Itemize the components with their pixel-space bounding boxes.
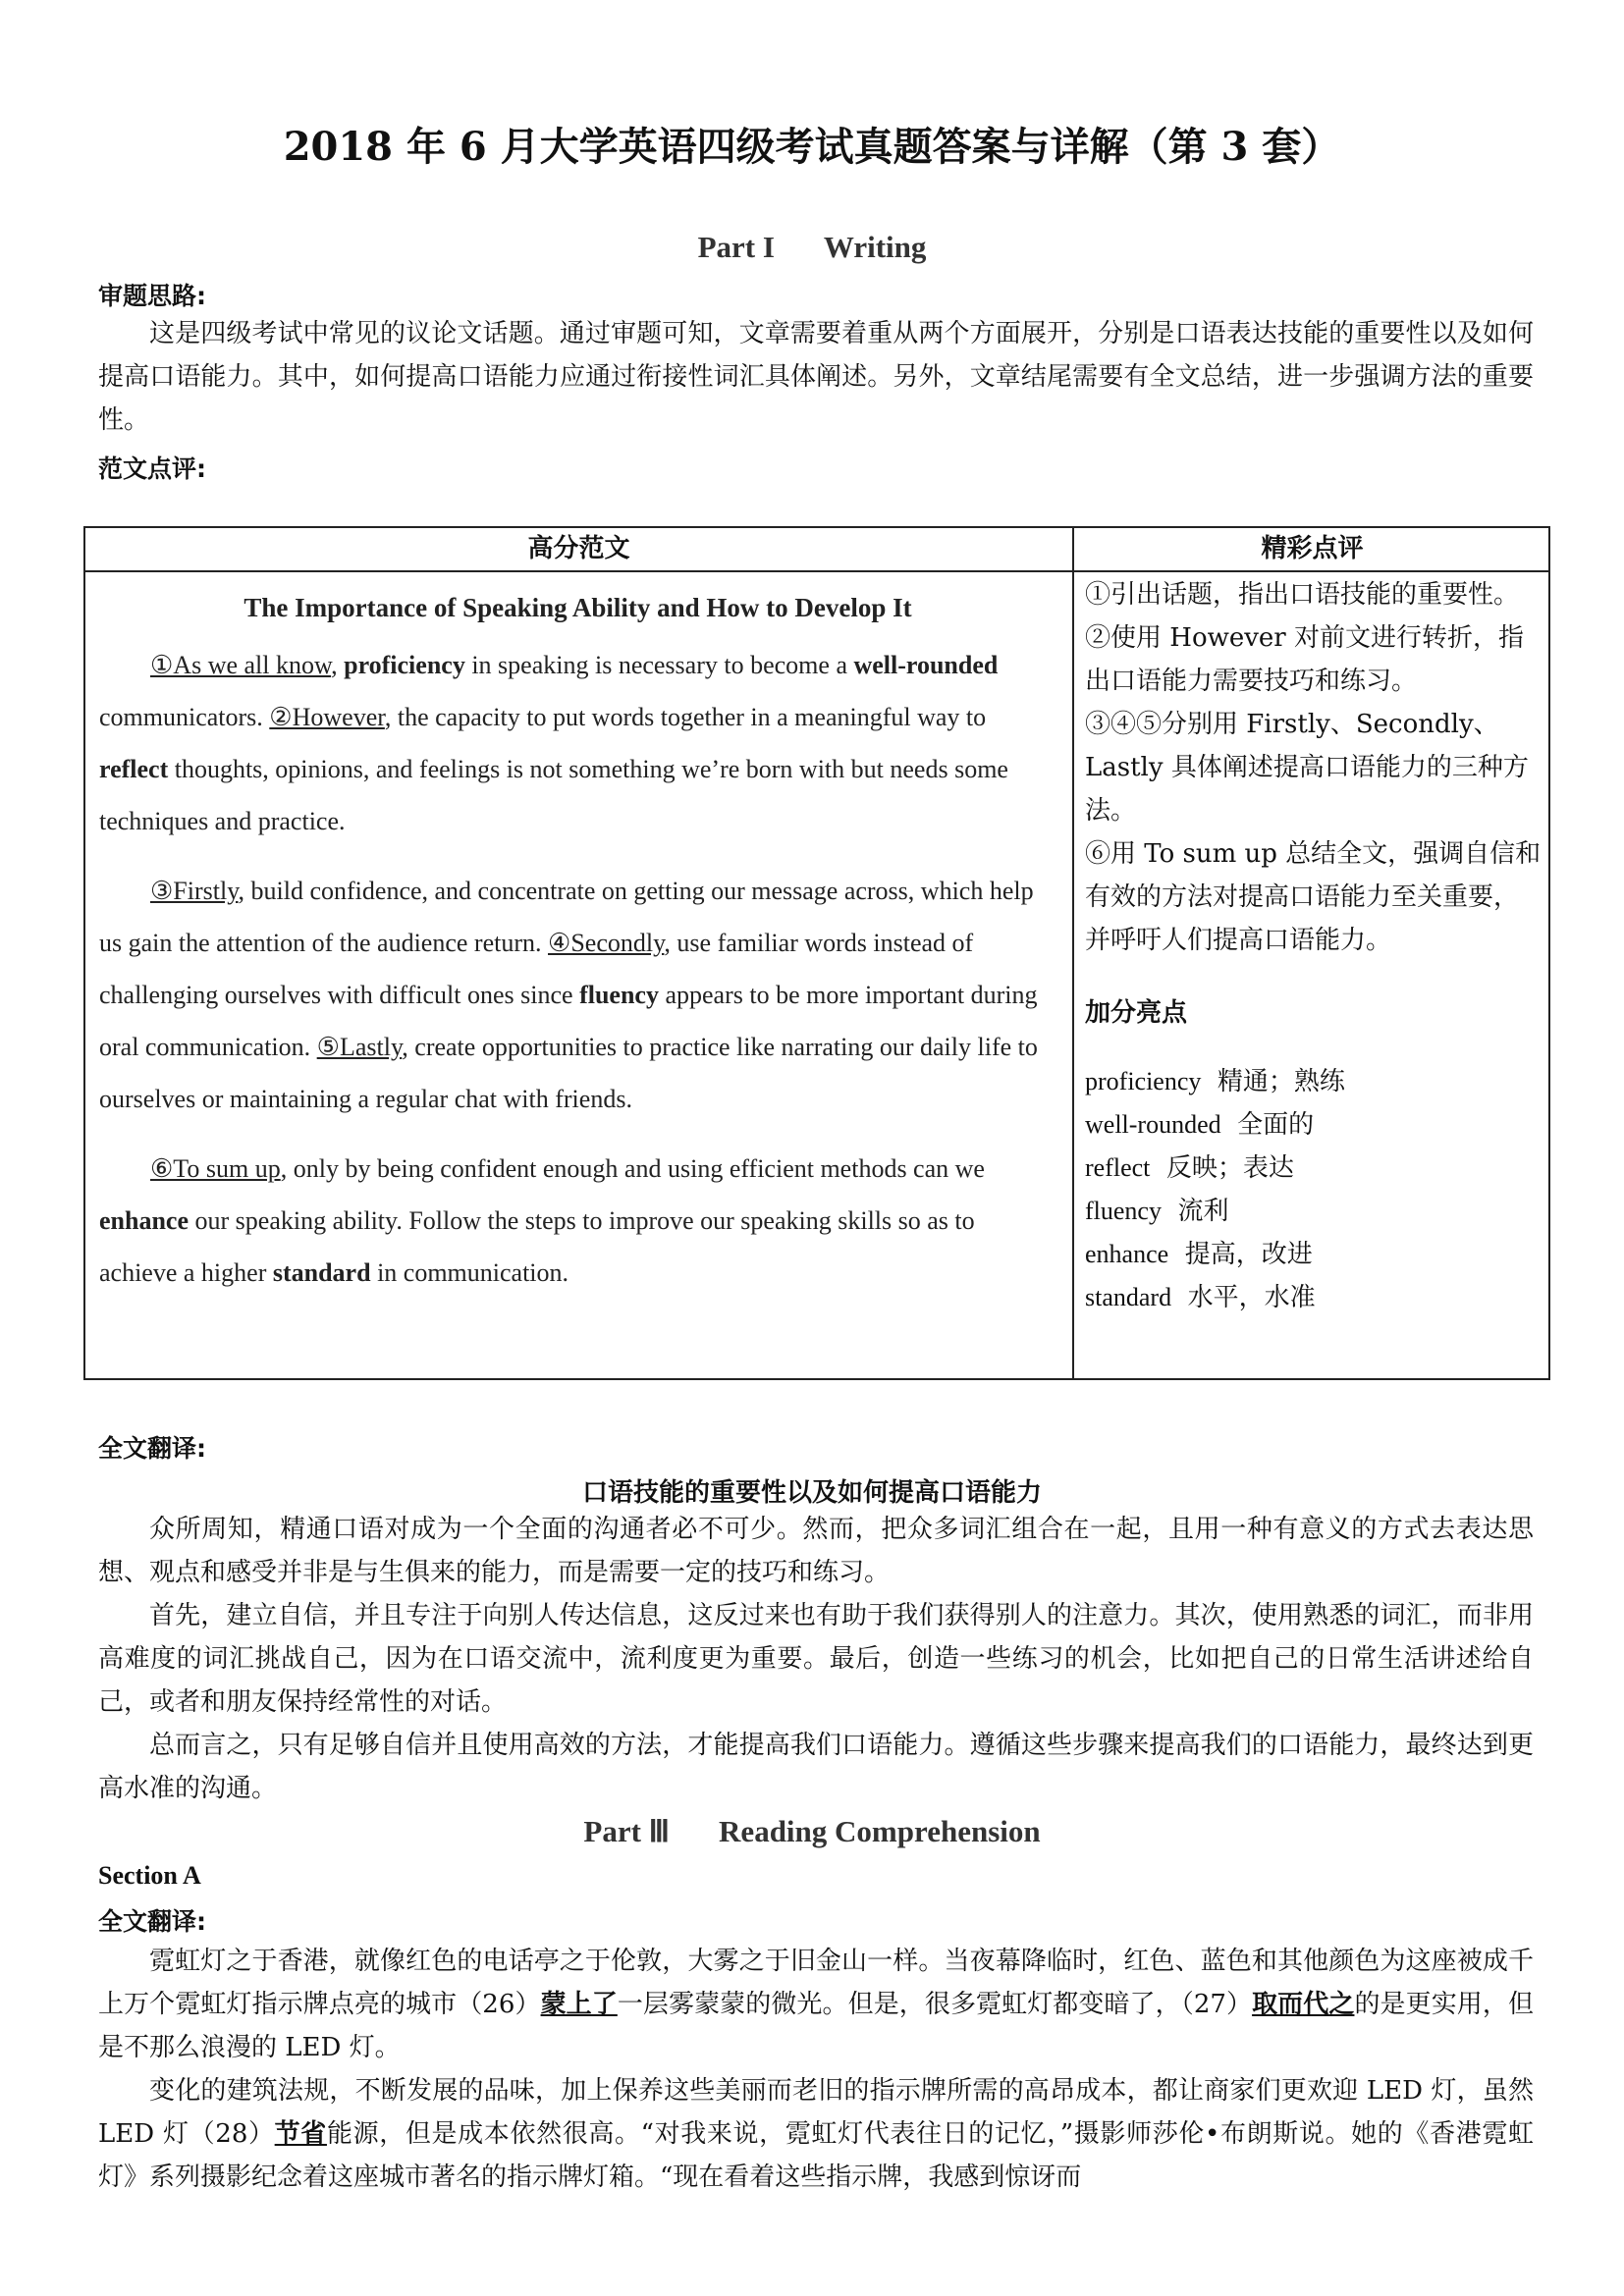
vocab-item: standard 水平，水准 bbox=[1085, 1283, 1316, 1312]
part1-name: Writing bbox=[823, 230, 927, 264]
marker-2: ②However bbox=[269, 703, 385, 731]
table-header-divider bbox=[85, 570, 1548, 572]
translation-paragraph-2: 首先，建立自信，并且专注于向别人传达信息，这反过来也有助于我们获得别人的注意力。其次，使用熟悉的词汇，而非用高难度的词汇挑战自己，因为在口语交流中，流利度更为重要。最后，创造一些练习的机会，比如把自己的日常生活讲述给自己，或者和朋友保持经常性的对话。 bbox=[98, 1601, 1534, 1717]
vocab-item: enhance 提高，改进 bbox=[1085, 1240, 1313, 1269]
marker-3: ③Firstly bbox=[150, 877, 239, 905]
comments-column bbox=[1085, 573, 1542, 1319]
marker-5: ⑤Lastly bbox=[316, 1033, 403, 1061]
part3-label: Part Ⅲ bbox=[583, 1814, 671, 1848]
vocab-item: fluency 流利 bbox=[1085, 1197, 1229, 1226]
part1-heading bbox=[0, 230, 1624, 265]
comment-item: ②使用 However 对前文进行转折，指出口语能力需要技巧和练习。 bbox=[1085, 623, 1525, 696]
keyword: well-rounded bbox=[853, 651, 999, 679]
reading-translation-label: 全文翻译: bbox=[98, 1907, 206, 1936]
reading-paragraph-2: 变化的建筑法规，不断发展的品味，加上保养这些美丽而老旧的指示牌所需的高昂成本，都让商家们更欢迎 LED 灯，虽然 LED 灯（28）节省能源，但是成本依然很高。“对我来说，霓虹灯代表往日的记忆，”摄影师莎伦•布朗斯说。她的《香港霓虹灯》系列摄影纪念着这座城市著名的指示牌灯箱。“现在看着这些指示牌，我感到惊讶而 bbox=[98, 2076, 1534, 2192]
part1-label: Part I bbox=[697, 230, 775, 264]
vocab-item: proficiency 精通；熟练 bbox=[1085, 1067, 1345, 1096]
blank-28-answer: 节省 bbox=[274, 2119, 327, 2149]
reading-paragraph-1: 霓虹灯之于香港，就像红色的电话亭之于伦敦，大雾之于旧金山一样。当夜幕降临时，红色、蓝色和其他颜色为这座被成千上万个霓虹灯指示牌点亮的城市（26）蒙上了一层雾蒙蒙的微光。但是，很多霓虹灯都变暗了，（27）取而代之的是更实用，但是不那么浪漫的 LED 灯。 bbox=[98, 1947, 1534, 2062]
table-header-essay: 高分范文 bbox=[527, 534, 630, 563]
table-column-divider bbox=[1072, 528, 1074, 1378]
marker-6: ⑥To sum up bbox=[150, 1154, 281, 1183]
blank-27-answer: 取而代之 bbox=[1252, 1990, 1355, 2019]
essay-table bbox=[83, 526, 1550, 1380]
vocab-item: well-rounded 全面的 bbox=[1085, 1110, 1315, 1140]
comment-item: ①引出话题，指出口语技能的重要性。 bbox=[1085, 580, 1520, 610]
model-essay bbox=[99, 581, 1056, 1316]
table-header-comments: 精彩点评 bbox=[1261, 534, 1364, 563]
translation-paragraph-1: 众所周知，精通口语对成为一个全面的沟通者必不可少。然而，把众多词汇组合在一起，且用一种有意义的方式去表达思想、观点和感受并非是与生俱来的能力，而是需要一定的技巧和练习。 bbox=[98, 1515, 1534, 1587]
analysis-text: 这是四级考试中常见的议论文话题。通过审题可知，文章需要着重从两个方面展开，分别是口语表达技能的重要性以及如何提高口语能力。其中，如何提高口语能力应通过衔接性词汇具体阐述。另外，文章结尾需要有全文总结，进一步强调方法的重要性。 bbox=[98, 319, 1534, 435]
marker-4: ④Secondly bbox=[548, 929, 665, 957]
keyword: standard bbox=[272, 1258, 371, 1287]
comment-item: ⑥用 To sum up 总结全文，强调自信和有效的方法对提高口语能力至关重要，并呼吁人们提高口语能力。 bbox=[1085, 839, 1542, 955]
comment-item: ③④⑤分别用 Firstly、Secondly、Lastly 具体阐述提高口语能力的三种方法。 bbox=[1085, 710, 1529, 826]
bonus-label: 加分亮点 bbox=[1085, 998, 1188, 1028]
vocab-item: reflect 反映；表达 bbox=[1085, 1153, 1294, 1183]
keyword: fluency bbox=[579, 981, 659, 1009]
essay-paragraph-1: ①As we all know, proficiency in speaking is necessary to become a well-rounded communicators. ②However, the capacity to put words together in a meaningful way to reflect thoughts, opinions, and feelings is not something we’re born with but needs some techniques and practice. bbox=[99, 651, 1008, 835]
part3-heading bbox=[0, 1814, 1624, 1849]
marker-1: ①As we all know bbox=[150, 651, 332, 679]
keyword: proficiency bbox=[344, 651, 465, 679]
blank-26-answer: 蒙上了 bbox=[540, 1990, 618, 2019]
essay-paragraph-3: ⑥To sum up, only by being confident enough and using efficient methods can we enhance our speaking ability. Follow the steps to improve our speaking skills so as to achieve a higher standard in communication. bbox=[99, 1154, 985, 1287]
keyword: reflect bbox=[99, 755, 169, 783]
page-title: 2018 年 6 月大学英语四级考试真题答案与详解（第 3 套） bbox=[283, 124, 1341, 170]
translation-paragraph-3: 总而言之，只有足够自信并且使用高效的方法，才能提高我们口语能力。遵循这些步骤来提高我们的口语能力，最终达到更高水准的沟通。 bbox=[98, 1731, 1534, 1803]
essay-paragraph-2: ③Firstly, build confidence, and concentrate on getting our message across, which help us gain the attention of the audience return. ④Secondly, use familiar words instead of challenging ourselves with difficult ones since fluency appears to be more important during oral communication. ⑤Lastly, create opportunities to practice like narrating our daily life to ourselves or maintaining a regular chat with friends. bbox=[99, 877, 1038, 1113]
part3-name: Reading Comprehension bbox=[719, 1814, 1041, 1848]
analysis-label: 审题思路: bbox=[98, 282, 206, 310]
review-label: 范文点评: bbox=[98, 454, 206, 483]
essay-title: The Importance of Speaking Ability and How to Develop It bbox=[244, 593, 912, 622]
translation-title: 口语技能的重要性以及如何提高口语能力 bbox=[581, 1478, 1042, 1508]
section-a-label: Section A bbox=[98, 1861, 201, 1890]
keyword: enhance bbox=[99, 1206, 189, 1235]
translation-label: 全文翻译: bbox=[98, 1434, 206, 1463]
